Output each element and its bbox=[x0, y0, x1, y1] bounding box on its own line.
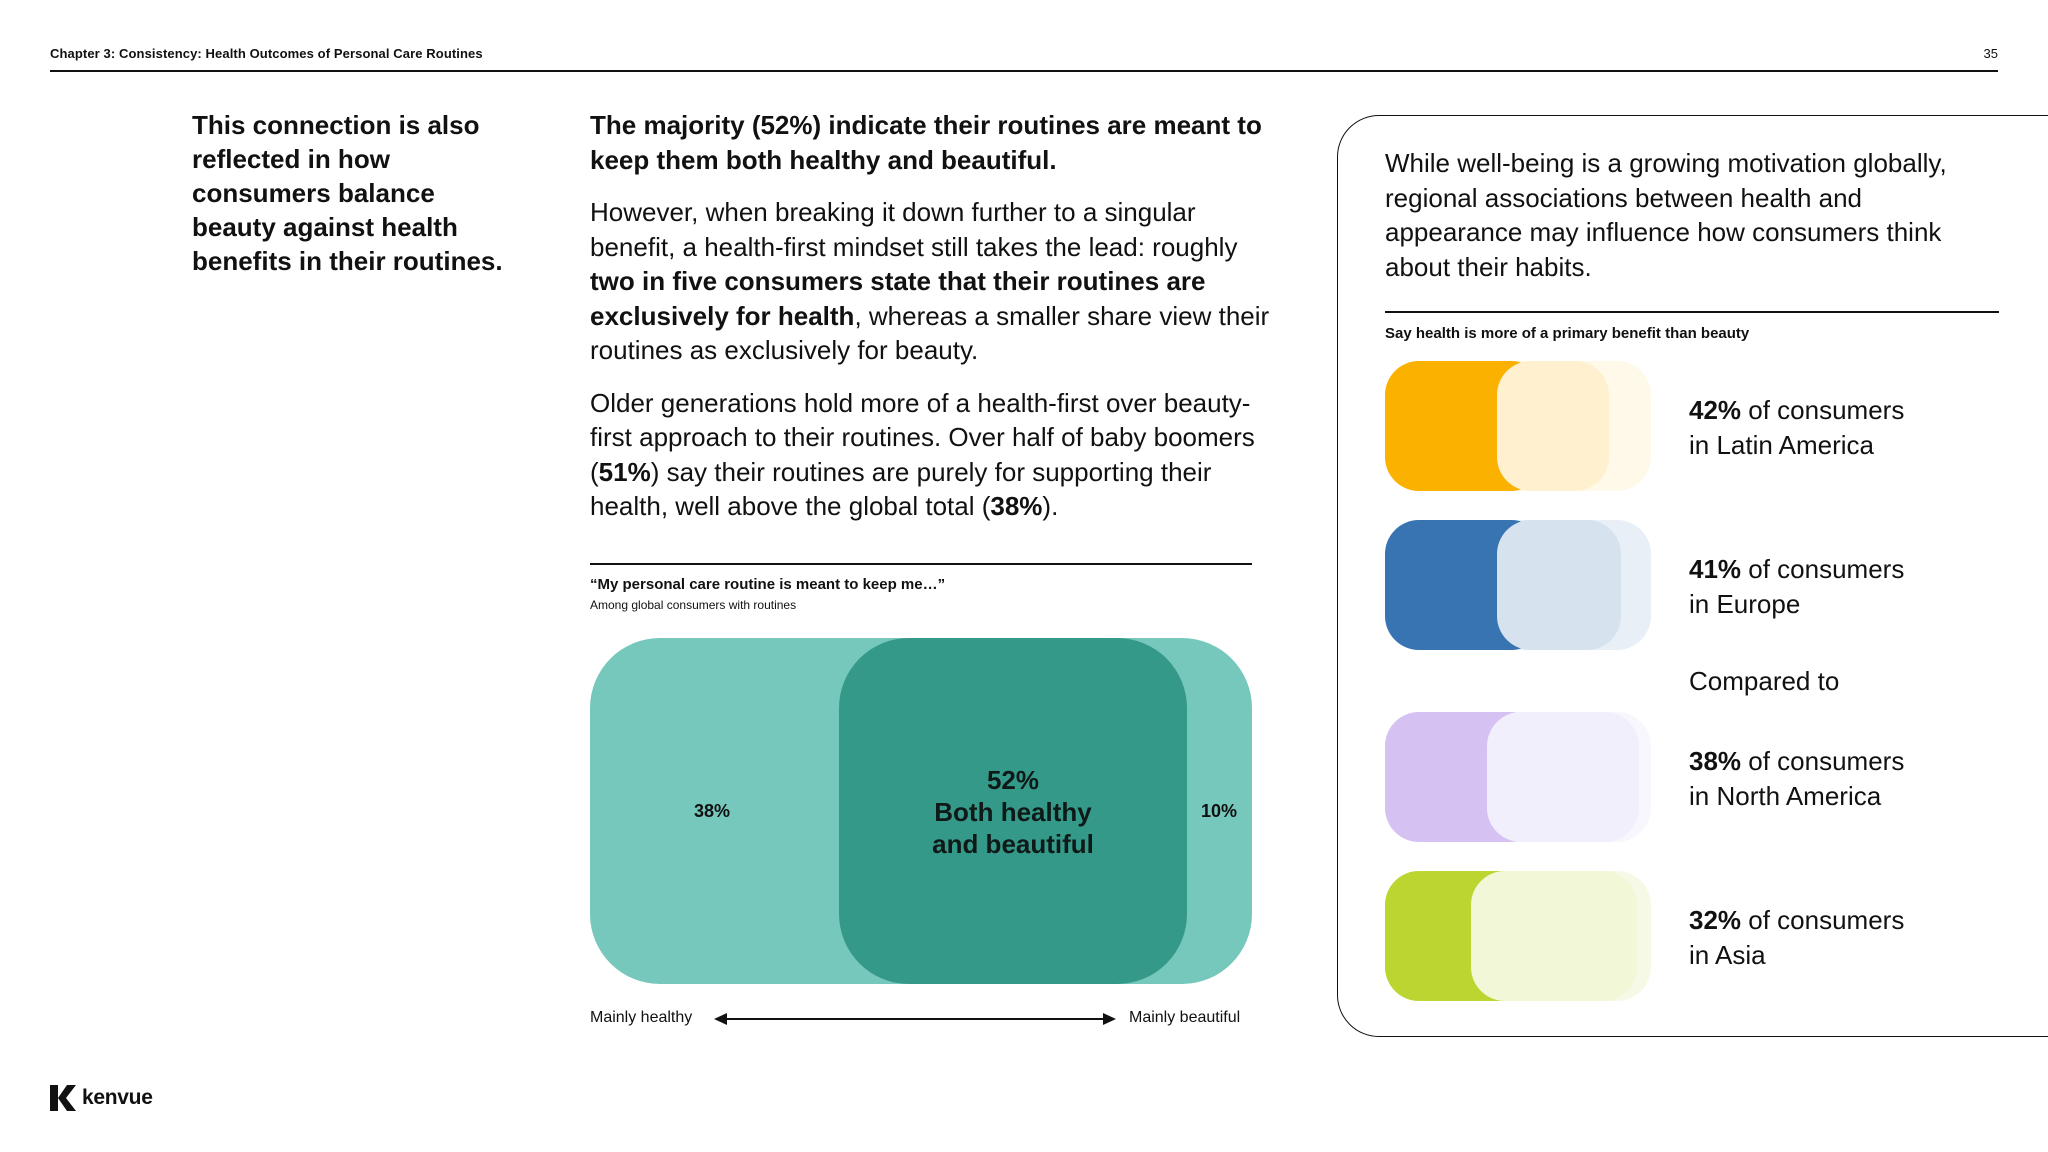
venn-question: “My personal care routine is meant to keep me…” bbox=[590, 576, 946, 593]
region-swatch-latin-america bbox=[1385, 361, 1651, 491]
kenvue-k-icon bbox=[50, 1085, 76, 1111]
body-paragraph-2: Older generations hold more of a health-first over beauty-first approach to their routines. Over half of baby boomers (51%) say their routines are purely for supporting their health, well above the global total (38%). bbox=[590, 387, 1255, 521]
venn-base-note: Among global consumers with routines bbox=[590, 598, 797, 612]
lead-statement: This connection is also reflected in how consumers balance beauty against health benefits in their routines. bbox=[192, 110, 503, 276]
body-subhead: The majority (52%) indicate their routines are meant to keep them both healthy and beautiful. bbox=[590, 110, 1262, 175]
callout-intro: While well-being is a growing motivation globally, regional associations between health and appearance may influence how consumers think about their habits. bbox=[1385, 148, 1947, 282]
swatch-front bbox=[1471, 871, 1637, 1001]
body-column bbox=[590, 108, 1270, 542]
venn-label-health: 38% bbox=[694, 801, 731, 821]
double-arrow-icon bbox=[714, 1010, 1116, 1028]
callout-caption: Say health is more of a primary benefit than beauty bbox=[1385, 325, 1750, 342]
region-text-asia: 32% of consumers in Asia bbox=[1689, 905, 1905, 970]
venn-chart bbox=[590, 638, 1252, 984]
venn-rule bbox=[590, 563, 1252, 565]
chapter-title: Chapter 3: Consistency: Health Outcomes of Personal Care Routines bbox=[50, 46, 483, 61]
region-text-latin-america: 42% of consumers in Latin America bbox=[1689, 395, 1905, 460]
region-swatch-europe bbox=[1385, 520, 1651, 650]
callout-rule bbox=[1385, 311, 1999, 313]
region-text-north-america: 38% of consumers in North America bbox=[1689, 746, 1905, 811]
kenvue-wordmark: kenvue bbox=[82, 1086, 153, 1109]
region-swatch-north-america bbox=[1385, 712, 1651, 842]
header-rule bbox=[50, 70, 1998, 72]
swatch-front bbox=[1497, 361, 1609, 491]
axis-label-right: Mainly beautiful bbox=[1129, 1009, 1241, 1026]
brand-logo bbox=[50, 1085, 153, 1111]
compared-to-label: Compared to bbox=[1689, 666, 1840, 696]
venn-label-beauty: 10% bbox=[1201, 801, 1238, 821]
venn-label-both: 52% Both healthy and beautiful bbox=[932, 765, 1094, 859]
region-text-europe: 41% of consumers in Europe bbox=[1689, 554, 1905, 619]
page-number: 35 bbox=[1983, 46, 1998, 61]
swatch-front bbox=[1497, 520, 1621, 650]
swatch-front bbox=[1487, 712, 1639, 842]
region-swatch-asia bbox=[1385, 871, 1651, 1001]
axis-label-left: Mainly healthy bbox=[590, 1009, 693, 1026]
body-paragraph-1: However, when breaking it down further to a singular benefit, a health-first mindset still takes the lead: roughly two in five consumers state that their routines are exclusively for health, whereas a smaller share view their routines as exclusively for beauty. bbox=[590, 197, 1270, 365]
